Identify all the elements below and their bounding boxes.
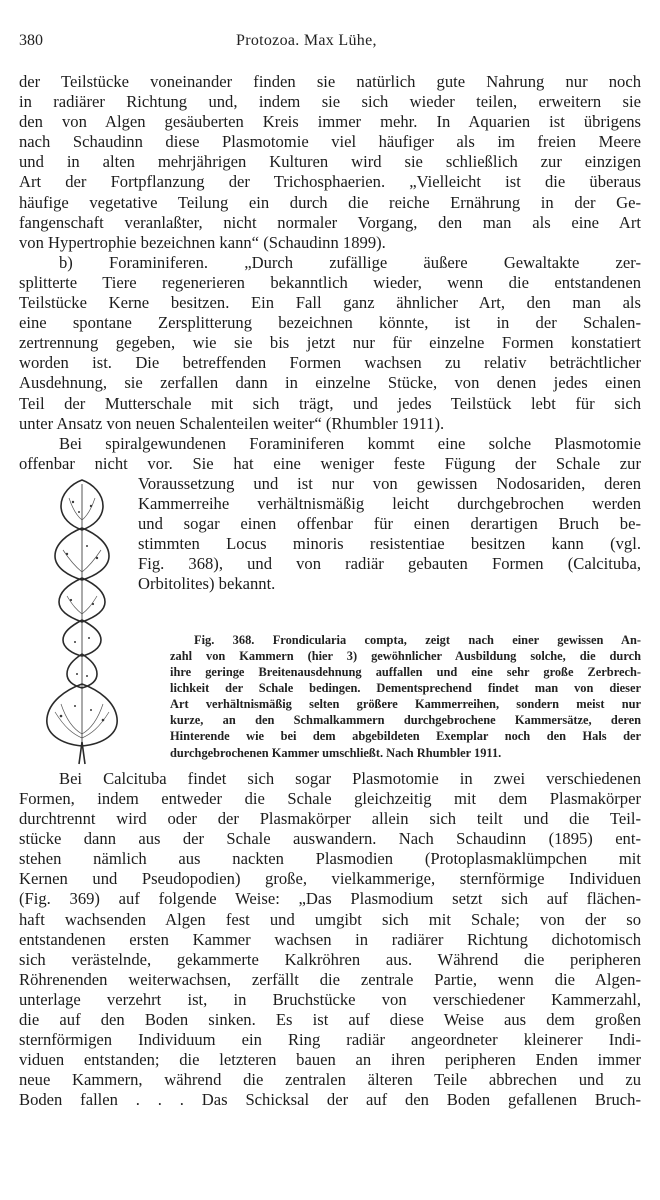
text-line: offenbar nicht vor. Sie hat eine weniger feste Fügung der Schale zur bbox=[19, 453, 641, 473]
text-line: sternförmigen Individuum ein Ring radiär angeordneter kleinerer Indi- bbox=[19, 1030, 641, 1050]
text-line: Ausdehnung, sie zerfallen dann in einzelne Stücke, von denen jedes einen bbox=[19, 373, 641, 393]
text-line: fangenschaft veranlaßter, nicht normaler Vorgang, den man als eine Art bbox=[19, 212, 641, 232]
text-line: von Hypertrophie bezeichnen kann“ (Schaudinn 1899). bbox=[19, 232, 386, 252]
text-line: neue Kammern, während die zentralen älteren Teile abbrechen und zu bbox=[19, 1070, 641, 1090]
caption-line: lichkeit der Schale bedingen. Dementsprechend findet man von dieser bbox=[170, 681, 641, 696]
text-line: stehen nämlich aus nackten Plasmodien (Protoplasmaklümpchen mit bbox=[19, 849, 641, 869]
text-line: Bei Calcituba findet sich sogar Plasmotomie in zwei verschiedenen bbox=[59, 768, 641, 788]
text-line: Art der Fortpflanzung der Trichosphaerien. „Vielleicht ist die überaus bbox=[19, 172, 641, 192]
text-line: den von Algen gesäuberten Kreis immer mehr. In Aquarien ist übrigens bbox=[19, 112, 641, 132]
text-line: und in alten mehrjährigen Kulturen wird sie schließlich zur einzigen bbox=[19, 152, 641, 172]
book-page bbox=[19, 32, 641, 1110]
text-line: Fig. 368), und von radiär gebauten Formen (Calcituba, bbox=[138, 554, 641, 574]
running-header bbox=[19, 32, 641, 54]
text-line: sich verästelnde, gekammerte Kalkröhren aus. Während die peripheren bbox=[19, 949, 641, 969]
text-line: in radiärer Richtung und, indem sie sich wieder teilen, erweitern sie bbox=[19, 92, 641, 112]
text-line: haft wachsenden Algen fest und umgibt sich mit Schale; von der so bbox=[19, 909, 641, 929]
text-line: Bei spiralgewundenen Foraminiferen kommt eine solche Plasmotomie bbox=[59, 433, 641, 453]
caption-line: Art verhältnismäßig selten größere Kammerreihen, sondern meist nur bbox=[170, 697, 641, 712]
frondicularia-illustration bbox=[27, 476, 137, 766]
paragraph-calcituba bbox=[19, 769, 641, 1111]
page-body bbox=[19, 72, 641, 1110]
text-line: stücke dann aus der Schale auswandern. Nach Schaudinn (1895) ent- bbox=[19, 829, 641, 849]
caption-line: Fig. 368. Frondicularia compta, zeigt nach einer gewissen An- bbox=[194, 632, 641, 647]
text-line: Röhrenenden weiterwachsen, zerfällt die zentrale Partie, wenn die Algen- bbox=[19, 969, 641, 989]
text-line: (Fig. 369) auf folgende Weise: „Das Plasmodium setzt sich auf flächen- bbox=[19, 889, 641, 909]
section-heading-line: b) Foraminiferen. „Durch zufällige äußere Gewaltakte zer- bbox=[59, 252, 641, 272]
text-line: und sogar einen offenbar für einen derartigen Bruch be- bbox=[138, 514, 641, 534]
text-line: Boden fallen . . . Das Schicksal der auf den Boden gefallenen Bruch- bbox=[19, 1090, 641, 1110]
text-line: splitterte Tiere regenerieren bekanntlich wieder, wenn die entstandenen bbox=[19, 272, 641, 292]
figure-caption bbox=[170, 632, 641, 761]
text-line: unterlage verzehrt ist, in Bruchstücke von verschiedener Kammerzahl, bbox=[19, 989, 641, 1009]
paragraph-foraminiferen bbox=[19, 253, 641, 434]
text-line: unter Ansatz von neuen Schalenteilen weiter“ (Rhumbler 1911). bbox=[19, 413, 445, 433]
figure-368-block bbox=[19, 474, 641, 769]
text-line: entstandenen ersten Kammer wachsen in radiärer Richtung dichotomisch bbox=[19, 929, 641, 949]
text-line: viduen entstanden; die letzteren bauen an ihren peripheren Enden immer bbox=[19, 1050, 641, 1070]
paragraph-trichosphaerium bbox=[19, 72, 641, 253]
text-line: Kernen und Pseudopodien) große, vielkammerige, sternförmige Individuen bbox=[19, 869, 641, 889]
text-line: stimmten Locus minoris resistentiae besitzen kann (vgl. bbox=[138, 534, 641, 554]
text-line: worden ist. Die betreffenden Formen wachsen zu relativ beträchtlicher bbox=[19, 353, 641, 373]
text-line: Orbitolites) bekannt. bbox=[138, 574, 276, 594]
caption-line: ihre geringe Breitenausdehnung auffallen und eine sehr große Zerbrech- bbox=[170, 665, 641, 680]
caption-line: zahl von Kammern (hier 3) gewöhnlicher Ausbildung solche, die durch bbox=[170, 648, 641, 663]
figure-wrap-text bbox=[138, 474, 641, 595]
caption-line: kurze, an den Schmalkammern durchgebrochene Kammersätze, deren bbox=[170, 713, 641, 728]
caption-line: durchgebrochenen Kammer umschließt. Nach Rhumbler 1911. bbox=[170, 745, 502, 760]
text-line: Kammerreihe verhältnismäßig leicht durchgebrochen werden bbox=[138, 493, 641, 513]
text-line: Voraussetzung und ist nur von gewissen Nodosariden, deren bbox=[138, 473, 641, 493]
text-line: Teil der Mutterschale mit sich trägt, und jedes Teilstück lebt für sich bbox=[19, 393, 641, 413]
paragraph-spiral-foraminiferen bbox=[19, 434, 641, 474]
text-line: eine spontane Zersplitterung bezeichnen könnte, ist in der Schalen- bbox=[19, 313, 641, 333]
text-line: Teilstücke Kerne besitzen. Ein Fall ganz ähnlicher Art, den man als bbox=[19, 293, 641, 313]
text-line: nach Schaudinn diese Plasmotomie viel häufiger als im freien Meere bbox=[19, 132, 641, 152]
text-line: häufige vegetative Teilung ein durch die reiche Ernährung in der Ge- bbox=[19, 192, 641, 212]
running-title: Protozoa. Max Lühe, bbox=[236, 32, 377, 49]
text-line: der Teilstücke voneinander finden sie natürlich gute Nahrung nur noch bbox=[19, 72, 641, 91]
page-number: 380 bbox=[19, 32, 43, 49]
text-line: durchtrennt wird oder der Plasmakörper allein sich teilt und die Teil- bbox=[19, 809, 641, 829]
text-line: zertrennung gegeben, wie sie bis jetzt nur für einzelne Formen konstatiert bbox=[19, 333, 641, 353]
text-line: die auf den Boden sinken. Es ist auf diese Weise aus dem großen bbox=[19, 1010, 641, 1029]
text-line: Formen, indem entweder die Schale gleichzeitig mit dem Plasmakörper bbox=[19, 788, 641, 808]
caption-line: Hinterende wie bei dem abgebildeten Exemplar noch den Hals der bbox=[170, 729, 641, 744]
